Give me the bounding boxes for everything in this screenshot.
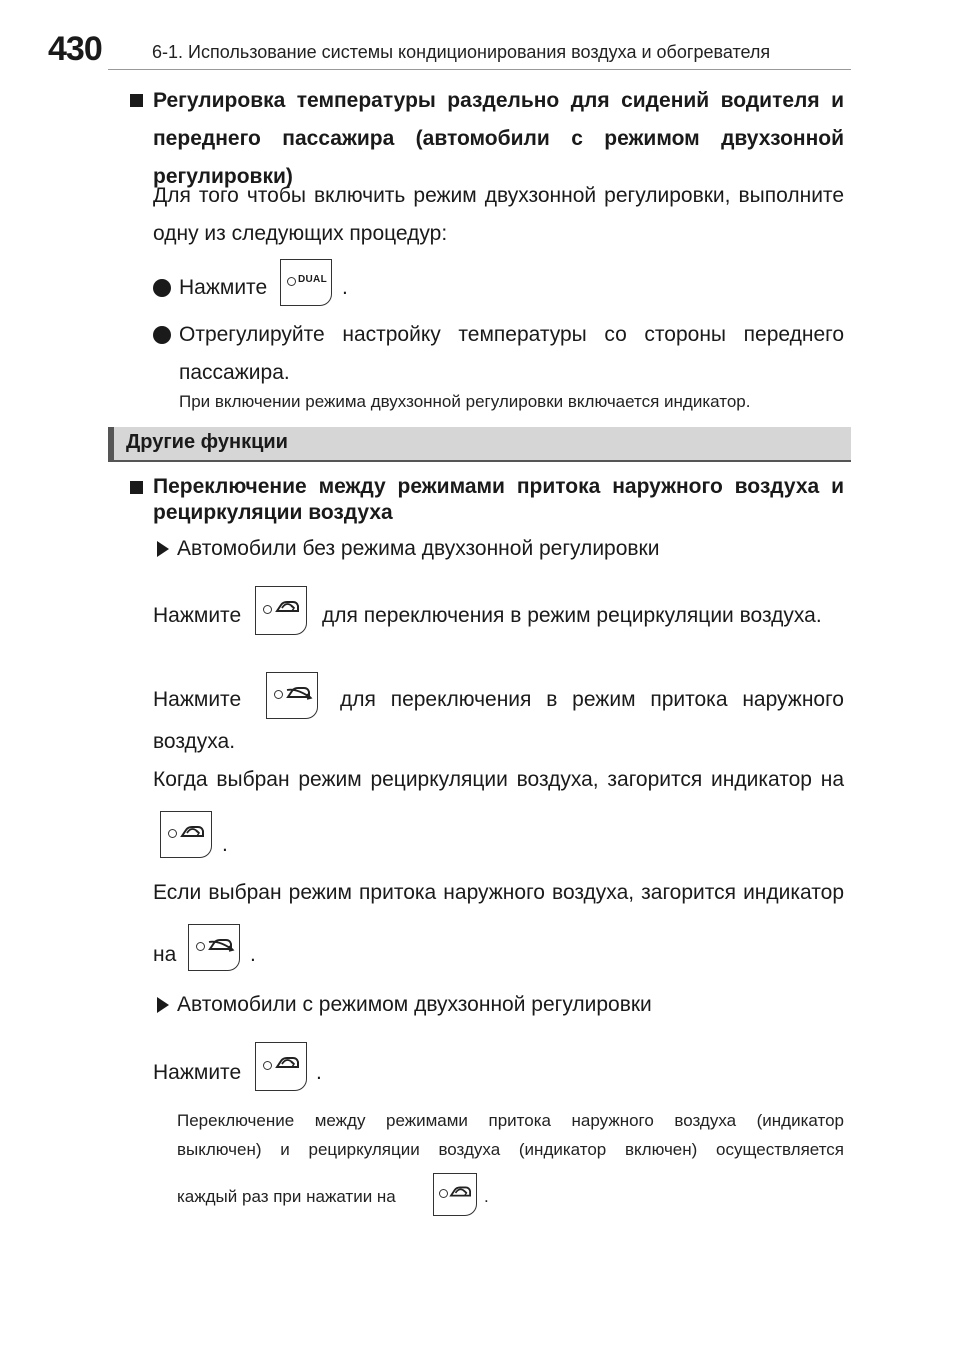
square-bullet-icon — [130, 94, 143, 107]
p4-na: на — [153, 943, 177, 966]
triangle-marker-icon — [157, 541, 169, 557]
round-bullet-icon — [153, 326, 171, 344]
p4-end: . — [250, 943, 256, 966]
air-recirculation-icon — [274, 596, 302, 618]
subheading-with-dual: Автомобили с режимом двухзонной регулировки — [177, 993, 652, 1016]
indicator-led — [274, 690, 283, 699]
chapter-title: 6-1. Использование системы кондиционирования воздуха и обогревателя — [152, 42, 771, 62]
indicator-led — [168, 829, 177, 838]
recirc-heading-line1: Переключение между режимами притока наружного воздуха и — [153, 475, 844, 498]
round-bullet-icon — [153, 279, 171, 297]
p2-rest: для переключения в режим притока наружного — [340, 688, 844, 711]
triangle-marker-icon — [157, 997, 169, 1013]
dual-intro-line1: Для того чтобы включить режим двухзонной регулировки, выполните — [153, 184, 844, 207]
note-line3: каждый раз при нажатии на — [177, 1187, 396, 1206]
note-end: . — [484, 1187, 489, 1206]
page-number: 430 — [48, 30, 102, 68]
bullet2-line2: пассажира. — [179, 361, 290, 384]
outside-air-icon — [285, 682, 313, 704]
bullet2-line1: Отрегулируйте настройку температуры со стороны переднего — [179, 323, 844, 346]
header-divider — [108, 69, 851, 70]
dual-note: При включении режима двухзонной регулировки включается индикатор. — [179, 392, 751, 411]
note-line2: выключен) и рециркуляции воздуха (индикатор включен) осуществляется — [177, 1140, 844, 1159]
indicator-led — [196, 942, 205, 951]
dual-button[interactable] — [280, 259, 332, 306]
p3-line1: Когда выбран режим рециркуляции воздуха, загорится индикатор на — [153, 768, 844, 791]
outside-air-icon — [207, 934, 235, 956]
p1-press: Нажмите — [153, 604, 242, 627]
dual-button-label: DUAL — [298, 274, 327, 285]
indicator-led — [439, 1189, 448, 1198]
indicator-led — [287, 277, 296, 286]
p5-end: . — [316, 1061, 322, 1084]
recirculation-indicator-button[interactable] — [160, 811, 212, 858]
dual-intro-line2: одну из следующих процедур: — [153, 222, 448, 245]
air-recirculation-icon — [274, 1052, 302, 1074]
p3-end: . — [222, 833, 228, 856]
p5-press: Нажмите — [153, 1061, 242, 1084]
section-title: Другие функции — [126, 431, 288, 453]
square-bullet-icon — [130, 481, 143, 494]
p2-line2: воздуха. — [153, 730, 236, 753]
dual-heading-line2: переднего пассажира (автомобили с режимом двухзонной — [153, 127, 844, 150]
section-marker — [108, 427, 114, 462]
indicator-led — [263, 1061, 272, 1070]
indicator-led — [263, 605, 272, 614]
dual-heading-line3: регулировки) — [153, 165, 293, 188]
bullet1-text: Нажмите — [179, 276, 268, 299]
p2-press: Нажмите — [153, 688, 242, 711]
recirculation-button-note[interactable] — [433, 1173, 477, 1216]
p4-line1: Если выбран режим притока наружного воздуха, загорится индикатор — [153, 881, 844, 904]
p1-rest: для переключения в режим рециркуляции воздуха. — [322, 604, 822, 627]
outside-air-indicator-button[interactable] — [188, 924, 240, 971]
air-recirculation-icon — [448, 1182, 474, 1202]
outside-air-button[interactable] — [266, 672, 318, 719]
recirculation-button-dual[interactable] — [255, 1042, 307, 1091]
recirc-heading-line2: рециркуляции воздуха — [153, 501, 393, 524]
dual-heading-line1: Регулировка температуры раздельно для сидений водителя и — [153, 89, 844, 112]
subheading-no-dual: Автомобили без режима двухзонной регулировки — [177, 537, 660, 560]
bullet1-end: . — [342, 276, 348, 299]
recirculation-button[interactable] — [255, 586, 307, 635]
note-line1: Переключение между режимами притока наружного воздуха (индикатор — [177, 1111, 844, 1130]
air-recirculation-icon — [179, 821, 207, 843]
